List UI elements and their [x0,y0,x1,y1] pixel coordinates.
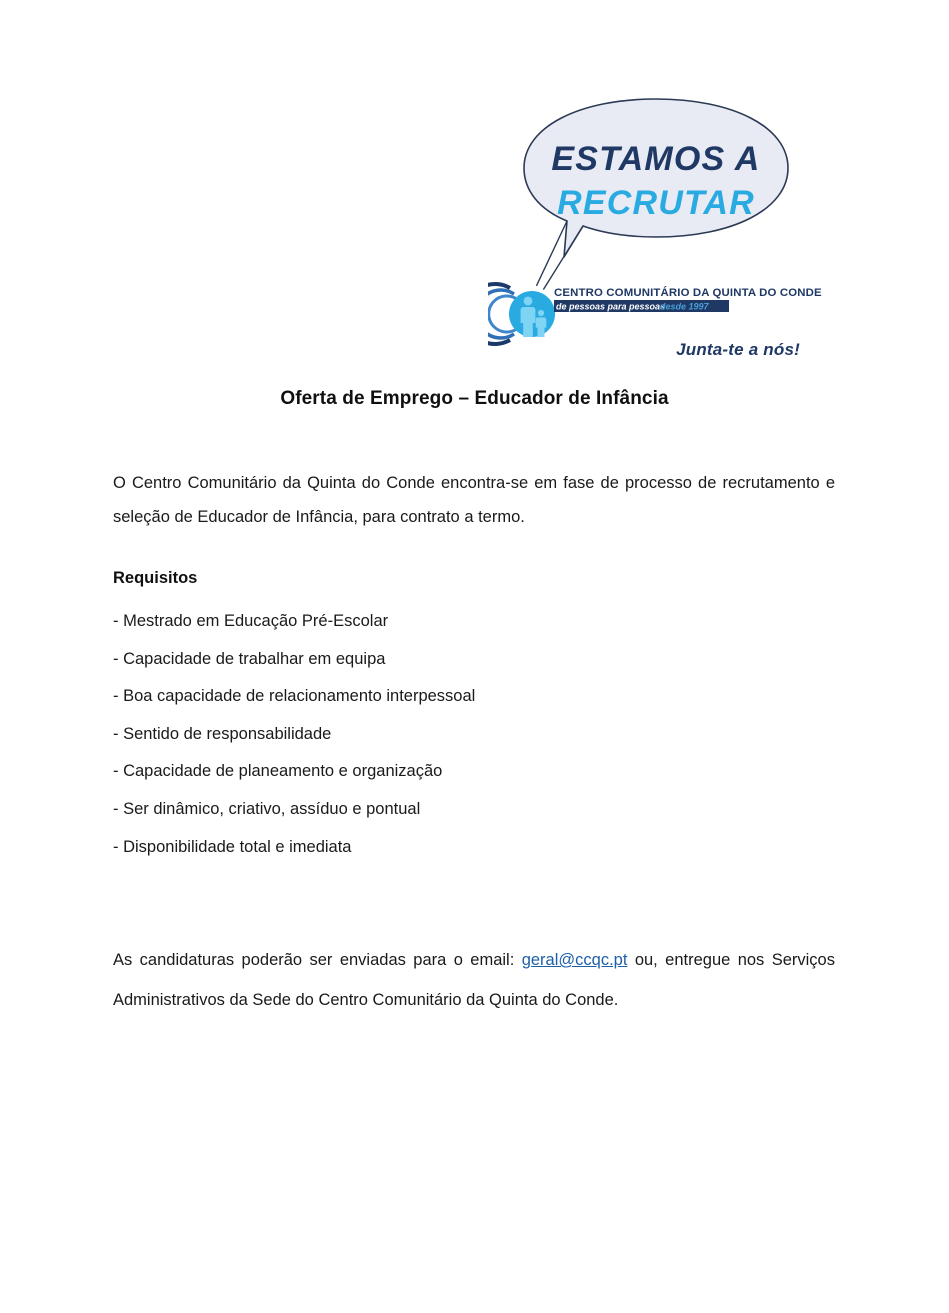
list-item: - Sentido de responsabilidade [113,724,332,743]
bubble-line-2-text: RECRUTAR [557,184,755,222]
speech-bubble-icon [524,99,788,257]
list-item: - Boa capacidade de relacionamento interpessoal [113,687,476,706]
organisation-mark-icon [488,284,556,344]
tagline-text: de pessoas para pessoas [556,301,666,312]
list-item: - Capacidade de trabalhar em equipa [113,649,386,668]
recruitment-logo [488,92,828,367]
closing-text-before-email: As candidaturas poderão ser enviadas para o email: [113,951,522,969]
bubble-line-1-text: ESTAMOS A [551,140,761,178]
email-link[interactable]: geral@ccqc.pt [521,951,628,969]
list-item: - Ser dinâmico, criativo, assíduo e pontual [113,799,421,818]
closing-text-after-email: ou, entregue nos Serviços Administrativos da Sede do Centro Comunitário da Quinta do Conde. [113,951,835,1009]
recruitment-logo-graphic [488,92,828,367]
list-item: - Mestrado em Educação Pré-Escolar [113,612,389,630]
closing-paragraph [113,940,835,1020]
list-item: - Capacidade de planeamento e organização [113,762,443,781]
requirements-heading: Requisitos [113,569,198,587]
intro-paragraph: O Centro Comunitário da Quinta do Conde encontra-se em fase de processo de recrutamento e seleção de Educador de Infância, para contrato a termo. [113,474,835,526]
organisation-name-text: CENTRO COMUNITÁRIO DA QUINTA DO CONDE [554,287,822,299]
call-to-action-text: Junta-te a nós! [676,340,800,359]
tagline-since-text: desde 1997 [660,301,709,312]
requirements-list [113,606,613,869]
page-title: Oferta de Emprego – Educador de Infância [280,388,669,409]
list-item: - Disponibilidade total e imediata [113,837,352,856]
